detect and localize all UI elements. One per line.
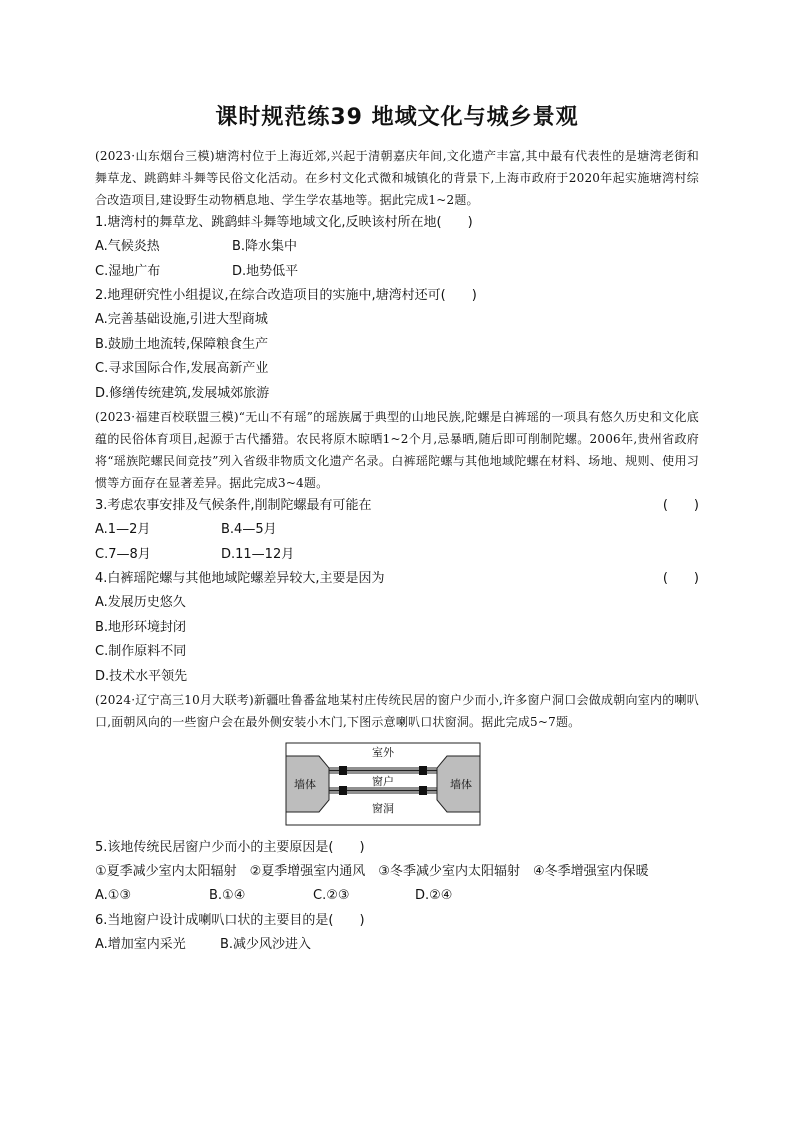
option-2b[interactable]: B.鼓励土地流转,保障粮食生产 [95, 336, 269, 352]
option-2d[interactable]: D.修缮传统建筑,发展城郊旅游 [95, 385, 270, 401]
option-5b[interactable]: B.①④ [209, 888, 246, 903]
option-3d[interactable]: D.11—12月 [221, 546, 295, 562]
page-title: 课时规范练39 地域文化与城乡景观 [215, 105, 579, 130]
worksheet-page [95, 100, 699, 957]
question-3 [95, 494, 699, 518]
option-3a[interactable]: A.1—2月 [95, 522, 151, 537]
window-diagram [285, 742, 481, 826]
label-outside: 室外 [372, 746, 394, 759]
option-4a[interactable]: A.发展历史悠久 [95, 595, 186, 610]
label-wall-right: 墙体 [450, 778, 472, 791]
option-1d[interactable]: D.地势低平 [232, 263, 299, 279]
window-post-2 [419, 766, 427, 775]
option-5a[interactable]: A.①③ [95, 888, 132, 903]
option-6a[interactable]: A.增加室内采光 [95, 936, 186, 952]
question-3-options-row2 [95, 543, 699, 568]
question-1-stem: 1.塘湾村的舞草龙、跳鹞蚌斗舞等地域文化,反映该村所在地( ) [95, 215, 473, 230]
question-3-answer-paren: ( ) [662, 498, 699, 513]
question-2-stem: 2.地理研究性小组提议,在综合改造项目的实施中,塘湾村还可( ) [95, 288, 477, 303]
section1-intro: (2023·山东烟台三模)塘湾村位于上海近郊,兴起于清朝嘉庆年间,文化遗产丰富,其中最有代表性的是塘湾老街和舞草龙、跳鹞蚌斗舞等民俗文化活动。在乡村文化式微和城镇化的背景下,上海市政府于2020年起实施塘湾村综合改造项目,建设野生动物栖息地、学生学农基地等。据此完成1~2题。 [95, 149, 699, 207]
option-5d[interactable]: D.②④ [415, 888, 453, 903]
option-1b[interactable]: B.降水集中 [232, 239, 298, 254]
option-4b[interactable]: B.地形环境封闭 [95, 619, 187, 635]
question-4 [95, 567, 699, 591]
window-post-1 [339, 766, 347, 775]
option-5c[interactable]: C.②③ [313, 888, 350, 903]
option-4c[interactable]: C.制作原料不同 [95, 644, 187, 659]
question-1-options-row1 [95, 235, 699, 260]
window-post-4 [419, 786, 427, 795]
option-2a[interactable]: A.完善基础设施,引进大型商城 [95, 312, 268, 327]
label-wall-left: 墙体 [294, 778, 316, 791]
section2-intro: (2023·福建百校联盟三模)“无山不有瑶”的瑶族属于典型的山地民族,陀螺是白裤瑶的一项具有悠久历史和文化底蕴的民俗体育项目,起源于古代播猎。农民将原木晾晒1~2个月,忌暴晒,随后即可削制陀螺。2006年,贵州省政府将“瑶族陀螺民间竞技”列入省级非物质文化遗产名录。白裤瑶陀螺与其他地域陀螺在材料、场地、规则、使用习惯等方面存在显著差异。据此完成3~4题。 [95, 410, 699, 490]
label-window-hole: 窗洞 [372, 802, 394, 815]
window-diagram-svg [285, 742, 481, 826]
option-3c[interactable]: C.7—8月 [95, 546, 151, 562]
option-4d[interactable]: D.技术水平领先 [95, 668, 188, 684]
question-1-options-row2 [95, 260, 699, 285]
label-window: 窗户 [372, 775, 394, 788]
option-3b[interactable]: B.4—5月 [221, 522, 277, 537]
question-4-stem: 4.白裤瑶陀螺与其他地域陀螺差异较大,主要是因为 [95, 571, 385, 586]
question-5-stem: 5.该地传统民居窗户少而小的主要原因是( ) [95, 840, 365, 855]
window-post-3 [339, 786, 347, 795]
question-5-statements: ①夏季减少室内太阳辐射 ②夏季增强室内通风 ③冬季减少室内太阳辐射 ④冬季增强室内保暖 [95, 864, 649, 879]
question-6-options [95, 933, 699, 958]
question-5-options [95, 884, 699, 909]
question-3-stem: 3.考虑农事安排及气候条件,削制陀螺最有可能在 [95, 498, 372, 513]
question-6-stem: 6.当地窗户设计成喇叭口状的主要目的是( ) [95, 912, 365, 928]
option-6b[interactable]: B.减少风沙进入 [220, 936, 312, 952]
section3-intro: (2024·辽宁高三10月大联考)新疆吐鲁番盆地某村庄传统民居的窗户少而小,许多窗户洞口会做成朝向室内的喇叭口,面朝风向的一些窗户会在最外侧安装小木门,下图示意喇叭口状窗洞。据此完成5~7题。 [95, 693, 699, 729]
option-1c[interactable]: C.湿地广布 [95, 263, 161, 279]
option-2c[interactable]: C.寻求国际合作,发展高新产业 [95, 361, 269, 376]
question-3-options-row1 [95, 518, 699, 543]
question-4-answer-paren: ( ) [662, 571, 699, 586]
option-1a[interactable]: A.气候炎热 [95, 239, 160, 254]
